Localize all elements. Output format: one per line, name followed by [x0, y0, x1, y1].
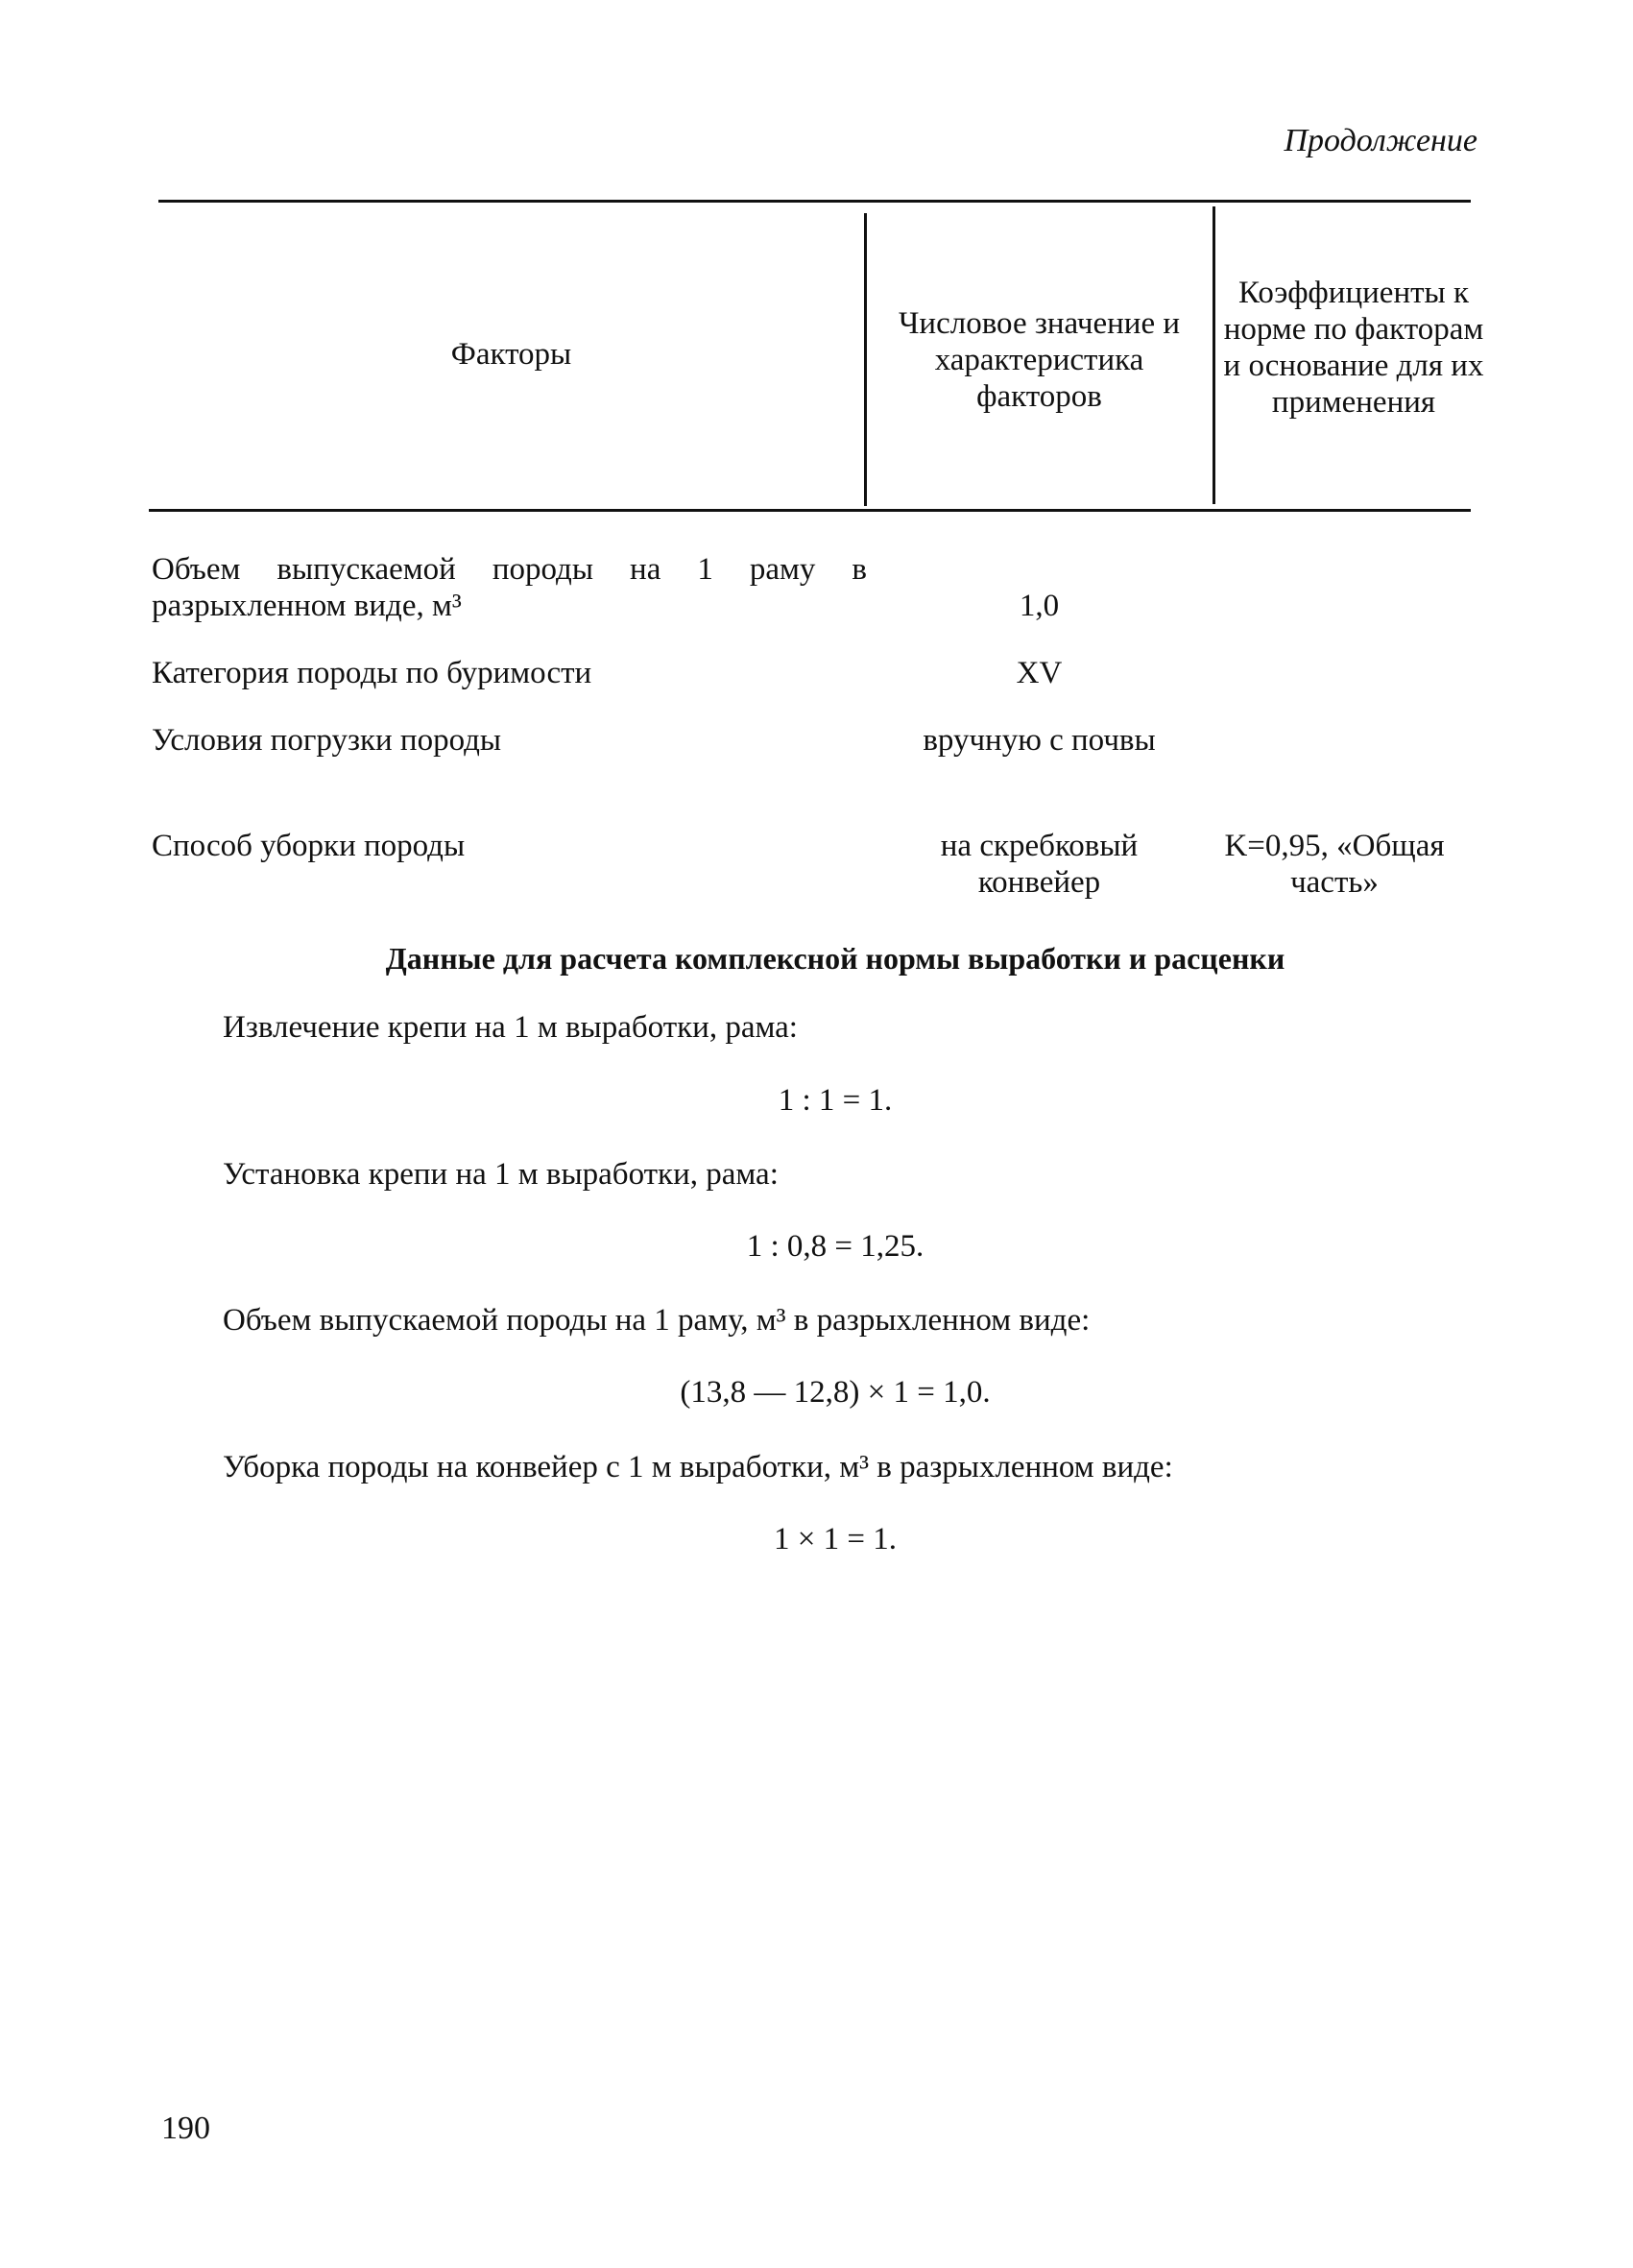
row-2-factor: Категория породы по буримости	[152, 656, 592, 690]
calc-item-3-formula: (13,8 — 12,8) × 1 = 1,0.	[680, 1375, 991, 1410]
table-header-bottom-rule	[149, 509, 1471, 512]
row-2-value: XV	[1016, 656, 1063, 690]
calc-section-title: Данные для расчета комплексной нормы выработки и расценки	[385, 941, 1285, 976]
row-4-coefficient: K=0,95, «Общая часть»	[1224, 829, 1445, 900]
row-4-value: на скребковый конвейер	[940, 829, 1139, 900]
header-coefficients: Коэффициенты к норме по факторам и основание для их применения	[1223, 276, 1484, 420]
row-1-value: 1,0	[1019, 589, 1060, 623]
calc-item-1-formula: 1 : 1 = 1.	[778, 1083, 893, 1118]
calc-item-2-formula: 1 : 0,8 = 1,25.	[746, 1229, 925, 1264]
page-number: 190	[161, 2111, 210, 2146]
calc-item-4-formula: 1 × 1 = 1.	[774, 1522, 897, 1556]
header-factors: Факторы	[450, 337, 572, 372]
row-4-factor: Способ уборки породы	[152, 829, 466, 863]
table-col-divider-1	[864, 213, 867, 506]
calc-item-4-text: Уборка породы на конвейер с 1 м выработки, м³ в разрыхленном виде:	[223, 1450, 1173, 1484]
row-3-factor: Условия погрузки породы	[152, 723, 502, 758]
calc-item-2-text: Установка крепи на 1 м выработки, рама:	[223, 1157, 779, 1192]
table-top-rule	[158, 200, 1471, 203]
header-values: Числовое значение и характеристика факторов	[898, 306, 1181, 414]
row-1-factor: Объем выпускаемой породы на 1 раму в разрыхленном виде, м³	[152, 552, 867, 623]
row-3-value: вручную с почвы	[923, 723, 1156, 758]
continuation-label: Продолжение	[1284, 123, 1477, 158]
table-col-divider-2	[1213, 206, 1215, 504]
calc-item-1-text: Извлечение крепи на 1 м выработки, рама:	[223, 1010, 798, 1045]
calc-item-3-text: Объем выпускаемой породы на 1 раму, м³ в разрыхленном виде:	[223, 1303, 1091, 1338]
